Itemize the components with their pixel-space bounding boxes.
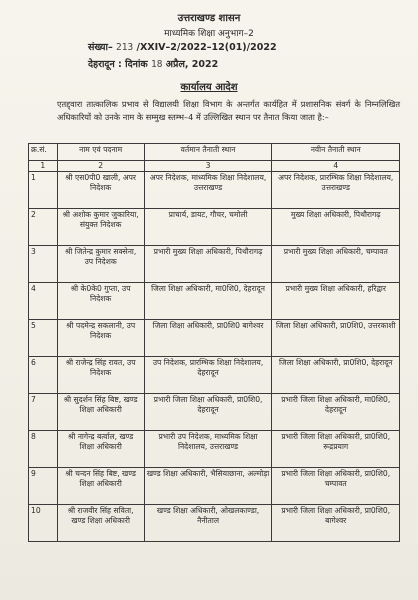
new-posting-cell: प्रभारी जिला शिक्षा अधिकारी, मा0शि0, देहरादून: [272, 394, 400, 431]
new-posting-cell: प्रभारी जिला शिक्षा अधिकारी, प्रा0शि0, बागेश्वर: [272, 505, 400, 542]
header-new-posting: नवीन तैनाती स्थान: [272, 144, 400, 161]
order-prefix: संख्या–: [88, 42, 113, 53]
table-row: [29, 357, 400, 394]
new-posting-cell: प्रभारी मुख्य शिक्षा अधिकारी, हरिद्वार: [272, 283, 400, 320]
header-current-posting: वर्तमान तैनाती स्थान: [144, 144, 272, 161]
new-posting-cell: प्रभारी मुख्य शिक्षा अधिकारी, चम्पावत: [272, 246, 400, 283]
new-posting-cell: अपर निदेशक, प्रारम्भिक शिक्षा निदेशालय, उत्तराखण्ड: [272, 172, 400, 209]
table-row: [29, 468, 400, 505]
intro-paragraph: एतद्द्वारा तात्कालिक प्रभाव से विद्यालयी शिक्षा विभाग के अन्तर्गत कार्यहित में प्रशासनिक संवर्ग के निम्नलिखित अधिकारियों को उनके नाम के सम्मुख स्तम्भ–4 में उल्लिखित स्थान पर तैनात किया जाता है:–: [57, 99, 400, 122]
name-cell: श्री चन्दन सिंह बिष्ट, खण्ड शिक्षा अधिकारी: [57, 468, 144, 505]
current-posting-cell: प्राचार्य, डायट, गौचर, चमोली: [144, 209, 272, 246]
column-number-row: [29, 161, 400, 172]
header-name: नाम एवं पदनाम: [57, 144, 144, 161]
current-posting-cell: प्रभारी उप निदेशक, माध्यमिक शिक्षा निदेशालय, उत्तराखण्ड: [144, 431, 272, 468]
name-cell: श्री नागेन्द्र बर्त्वाल, खण्ड शिक्षा अधिकारी: [57, 431, 144, 468]
date-day-handwritten: 18: [151, 59, 163, 70]
current-posting-cell: अपर निदेशक, माध्यमिक शिक्षा निदेशालय, उत्तराखण्ड: [144, 172, 272, 209]
current-posting-cell: खण्ड शिक्षा अधिकारी, भैसियाछाना, अल्मोड़ा: [144, 468, 272, 505]
serial-cell: 8: [29, 431, 58, 468]
order-suffix: /XXIV–2/2022–12(01)/2022: [136, 42, 277, 53]
serial-cell: 7: [29, 394, 58, 431]
table-row: [29, 246, 400, 283]
current-posting-cell: प्रभारी जिला शिक्षा अधिकारी, प्रा0शि0, देहरादून: [144, 394, 272, 431]
table-row: [29, 431, 400, 468]
department-heading: माध्यमिक शिक्षा अनुभाग–2: [164, 29, 254, 39]
column-number: 4: [272, 161, 400, 172]
place-date-prefix: देहरादून : दिनांक: [88, 59, 148, 70]
name-cell: श्री अशोक कुमार जुकारिया, संयुक्त निदेशक: [57, 209, 144, 246]
posting-table: [28, 143, 400, 542]
serial-cell: 5: [29, 320, 58, 357]
serial-cell: 4: [29, 283, 58, 320]
table-row: [29, 283, 400, 320]
table-row: [29, 505, 400, 542]
column-number: 2: [57, 161, 144, 172]
column-number: 3: [144, 161, 272, 172]
name-cell: श्री जितेन्द्र कुमार सक्सेना, उप निदेशक: [57, 246, 144, 283]
serial-cell: 6: [29, 357, 58, 394]
header-serial: क्र.सं.: [29, 144, 58, 161]
new-posting-cell: मुख्य शिक्षा अधिकारी, पिथौरागढ़: [272, 209, 400, 246]
current-posting-cell: जिला शिक्षा अधिकारी, प्रा0शि0 बागेश्वर: [144, 320, 272, 357]
table-row: [29, 172, 400, 209]
name-cell: श्री पदमेन्द्र सकलानी, उप निदेशक: [57, 320, 144, 357]
serial-cell: 9: [29, 468, 58, 505]
date-rest: अप्रैल, 2022: [165, 59, 219, 70]
serial-cell: 1: [29, 172, 58, 209]
serial-cell: 3: [29, 246, 58, 283]
current-posting-cell: प्रभारी मुख्य शिक्षा अधिकारी, पिथौरागढ़: [144, 246, 272, 283]
current-posting-cell: जिला शिक्षा अधिकारी, मा0शि0, देहरादून: [144, 283, 272, 320]
current-posting-cell: खण्ड शिक्षा अधिकारी, ओखलकाण्डा, नैनीताल: [144, 505, 272, 542]
order-number-handwritten: 213: [116, 42, 134, 53]
serial-cell: 10: [29, 505, 58, 542]
table-row: [29, 209, 400, 246]
name-cell: श्री के0के0 गुप्ता, उप निदेशक: [57, 283, 144, 320]
new-posting-cell: प्रभारी जिला शिक्षा अधिकारी, प्रा0शि0, चम्पावत: [272, 468, 400, 505]
serial-cell: 2: [29, 209, 58, 246]
order-number-line: [88, 40, 277, 53]
table-row: [29, 394, 400, 431]
new-posting-cell: जिला शिक्षा अधिकारी, प्रा0शि0, उत्तरकाशी: [272, 320, 400, 357]
new-posting-cell: प्रभारी जिला शिक्षा अधिकारी, प्रा0शि0, रूद्रप्रयाग: [272, 431, 400, 468]
current-posting-cell: उप निदेशक, प्रारम्भिक शिक्षा निदेशालय, देहरादून: [144, 357, 272, 394]
name-cell: श्री राजवीर सिंह सविता, खण्ड शिक्षा अधिकारी: [57, 505, 144, 542]
name-cell: श्री सुदर्शन सिंह बिष्ट, खण्ड शिक्षा अधिकारी: [57, 394, 144, 431]
name-cell: श्री एस0पी0 खाली, अपर निदेशक: [57, 172, 144, 209]
office-order-title: कार्यालय आदेश: [180, 82, 238, 93]
name-cell: श्री राजेन्द्र सिंह रावत, उप निदेशक: [57, 357, 144, 394]
government-heading: उत्तराखण्ड शासन: [177, 13, 241, 24]
date-line: [88, 57, 218, 70]
table-row: [29, 320, 400, 357]
table-header-row: [29, 144, 400, 161]
column-number: 1: [29, 161, 58, 172]
new-posting-cell: जिला शिक्षा अधिकारी, प्रा0शि0, देहरादून: [272, 357, 400, 394]
